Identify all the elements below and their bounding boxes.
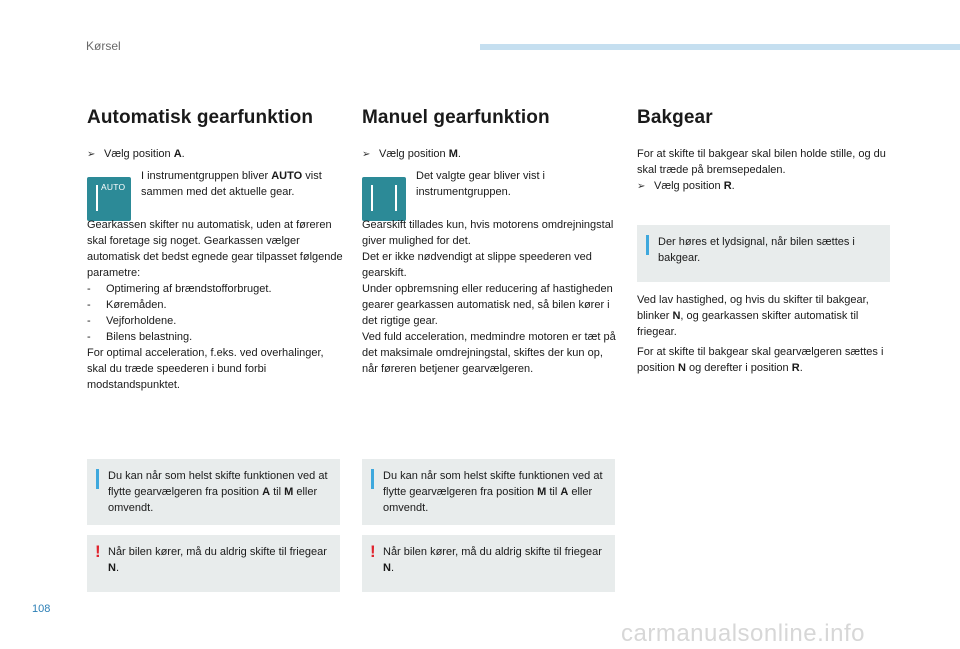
exclamation-icon: ! bbox=[370, 542, 376, 561]
list-item: - Vejforholdene. bbox=[87, 315, 177, 327]
manual-indicator-icon bbox=[362, 177, 406, 221]
section-label: Kørsel bbox=[86, 39, 121, 53]
indicator-row bbox=[362, 168, 618, 221]
info-note: Der høres et lydsignal, når bilen sættes i bakgear. bbox=[637, 225, 890, 282]
auto-indicator-label: AUTO bbox=[101, 182, 126, 192]
warning-note: ! Når bilen kører, må du aldrig skifte til friegear N. bbox=[362, 535, 615, 592]
section-reverse bbox=[637, 107, 893, 195]
warning-note: ! Når bilen kører, må du aldrig skifte til friegear N. bbox=[87, 535, 340, 592]
list-item: - Bilens belastning. bbox=[87, 331, 193, 343]
list-item: - Køremåden. bbox=[87, 299, 167, 311]
info-note: Du kan når som helst skifte funktionen ved at flytte gearvælgeren fra position M til A eller omvendt. bbox=[362, 459, 615, 525]
body-paragraph: Under opbremsning eller reducering af hastigheden gearer gearkassen automatisk ned, så bilen kører i det rigtige gear. bbox=[362, 283, 613, 327]
body-intro: Gearkassen skifter nu automatisk, uden at føreren skal foretage sig noget. Gearkassen vælger automatisk det bedst egnede gear tilpasset følgende parametre: bbox=[87, 219, 343, 279]
info-note: Du kan når som helst skifte funktionen ved at flytte gearvælgeren fra position A til M eller omvendt. bbox=[87, 459, 340, 525]
header-accent-bar bbox=[480, 44, 960, 50]
indicator-row bbox=[87, 168, 343, 221]
section-title: Manuel gearfunktion bbox=[362, 107, 550, 128]
reverse-para: For at skifte til bakgear skal gearvælgeren sættes i position N og derefter i position R. bbox=[637, 346, 884, 374]
body-paragraph: Gearskift tillades kun, hvis motorens omdrejningstal giver mulighed for det. bbox=[362, 219, 614, 247]
section-automatic bbox=[87, 107, 343, 221]
arrow-bullet-icon: ➢ bbox=[87, 149, 96, 160]
body-paragraph: Ved fuld acceleration, medmindre motoren er tæt på det maksimale omdrejningstal, skiftes der kun op, når føreren betjener gearvælgeren. bbox=[362, 331, 616, 375]
automatic-body bbox=[87, 217, 343, 393]
reverse-para: Ved lav hastighed, og hvis du skifter til bakgear, blinker N, og gearkassen skifter automatisk til friegear. bbox=[637, 294, 869, 338]
section-title: Automatisk gearfunktion bbox=[87, 107, 314, 128]
manual-body bbox=[362, 217, 620, 377]
section-title: Bakgear bbox=[637, 107, 713, 128]
indicator-description: Det valgte gear bliver vist i instrumentgruppen. bbox=[416, 170, 545, 198]
watermark: carmanualsonline.info bbox=[621, 620, 865, 647]
info-bar-icon bbox=[646, 235, 649, 255]
auto-indicator-icon bbox=[87, 177, 131, 221]
indicator-description: I instrumentgruppen bliver AUTO vist sammen med det aktuelle gear. bbox=[141, 170, 322, 198]
exclamation-icon: ! bbox=[95, 542, 101, 561]
list-item: - Optimering af brændstofforbruget. bbox=[87, 283, 272, 295]
reverse-intro: For at skifte til bakgear skal bilen holde stille, og du skal træde på bremsepedalen. bbox=[637, 148, 886, 176]
info-bar-icon bbox=[371, 469, 374, 489]
body-outro: For optimal acceleration, f.eks. ved overhalinger, skal du træde speederen i bund forbi modstandspunktet. bbox=[87, 347, 324, 391]
section-manual bbox=[362, 107, 618, 221]
instruction-step: ➢ Vælg position M. bbox=[362, 146, 618, 163]
instruction-step: ➢ Vælg position A. bbox=[87, 146, 343, 163]
arrow-bullet-icon: ➢ bbox=[362, 149, 371, 160]
arrow-bullet-icon: ➢ bbox=[637, 181, 646, 192]
instruction-step: ➢ Vælg position R. bbox=[637, 178, 893, 195]
info-bar-icon bbox=[96, 469, 99, 489]
page-number: 108 bbox=[32, 603, 51, 615]
body-paragraph: Det er ikke nødvendigt at slippe speederen ved gearskift. bbox=[362, 251, 592, 279]
